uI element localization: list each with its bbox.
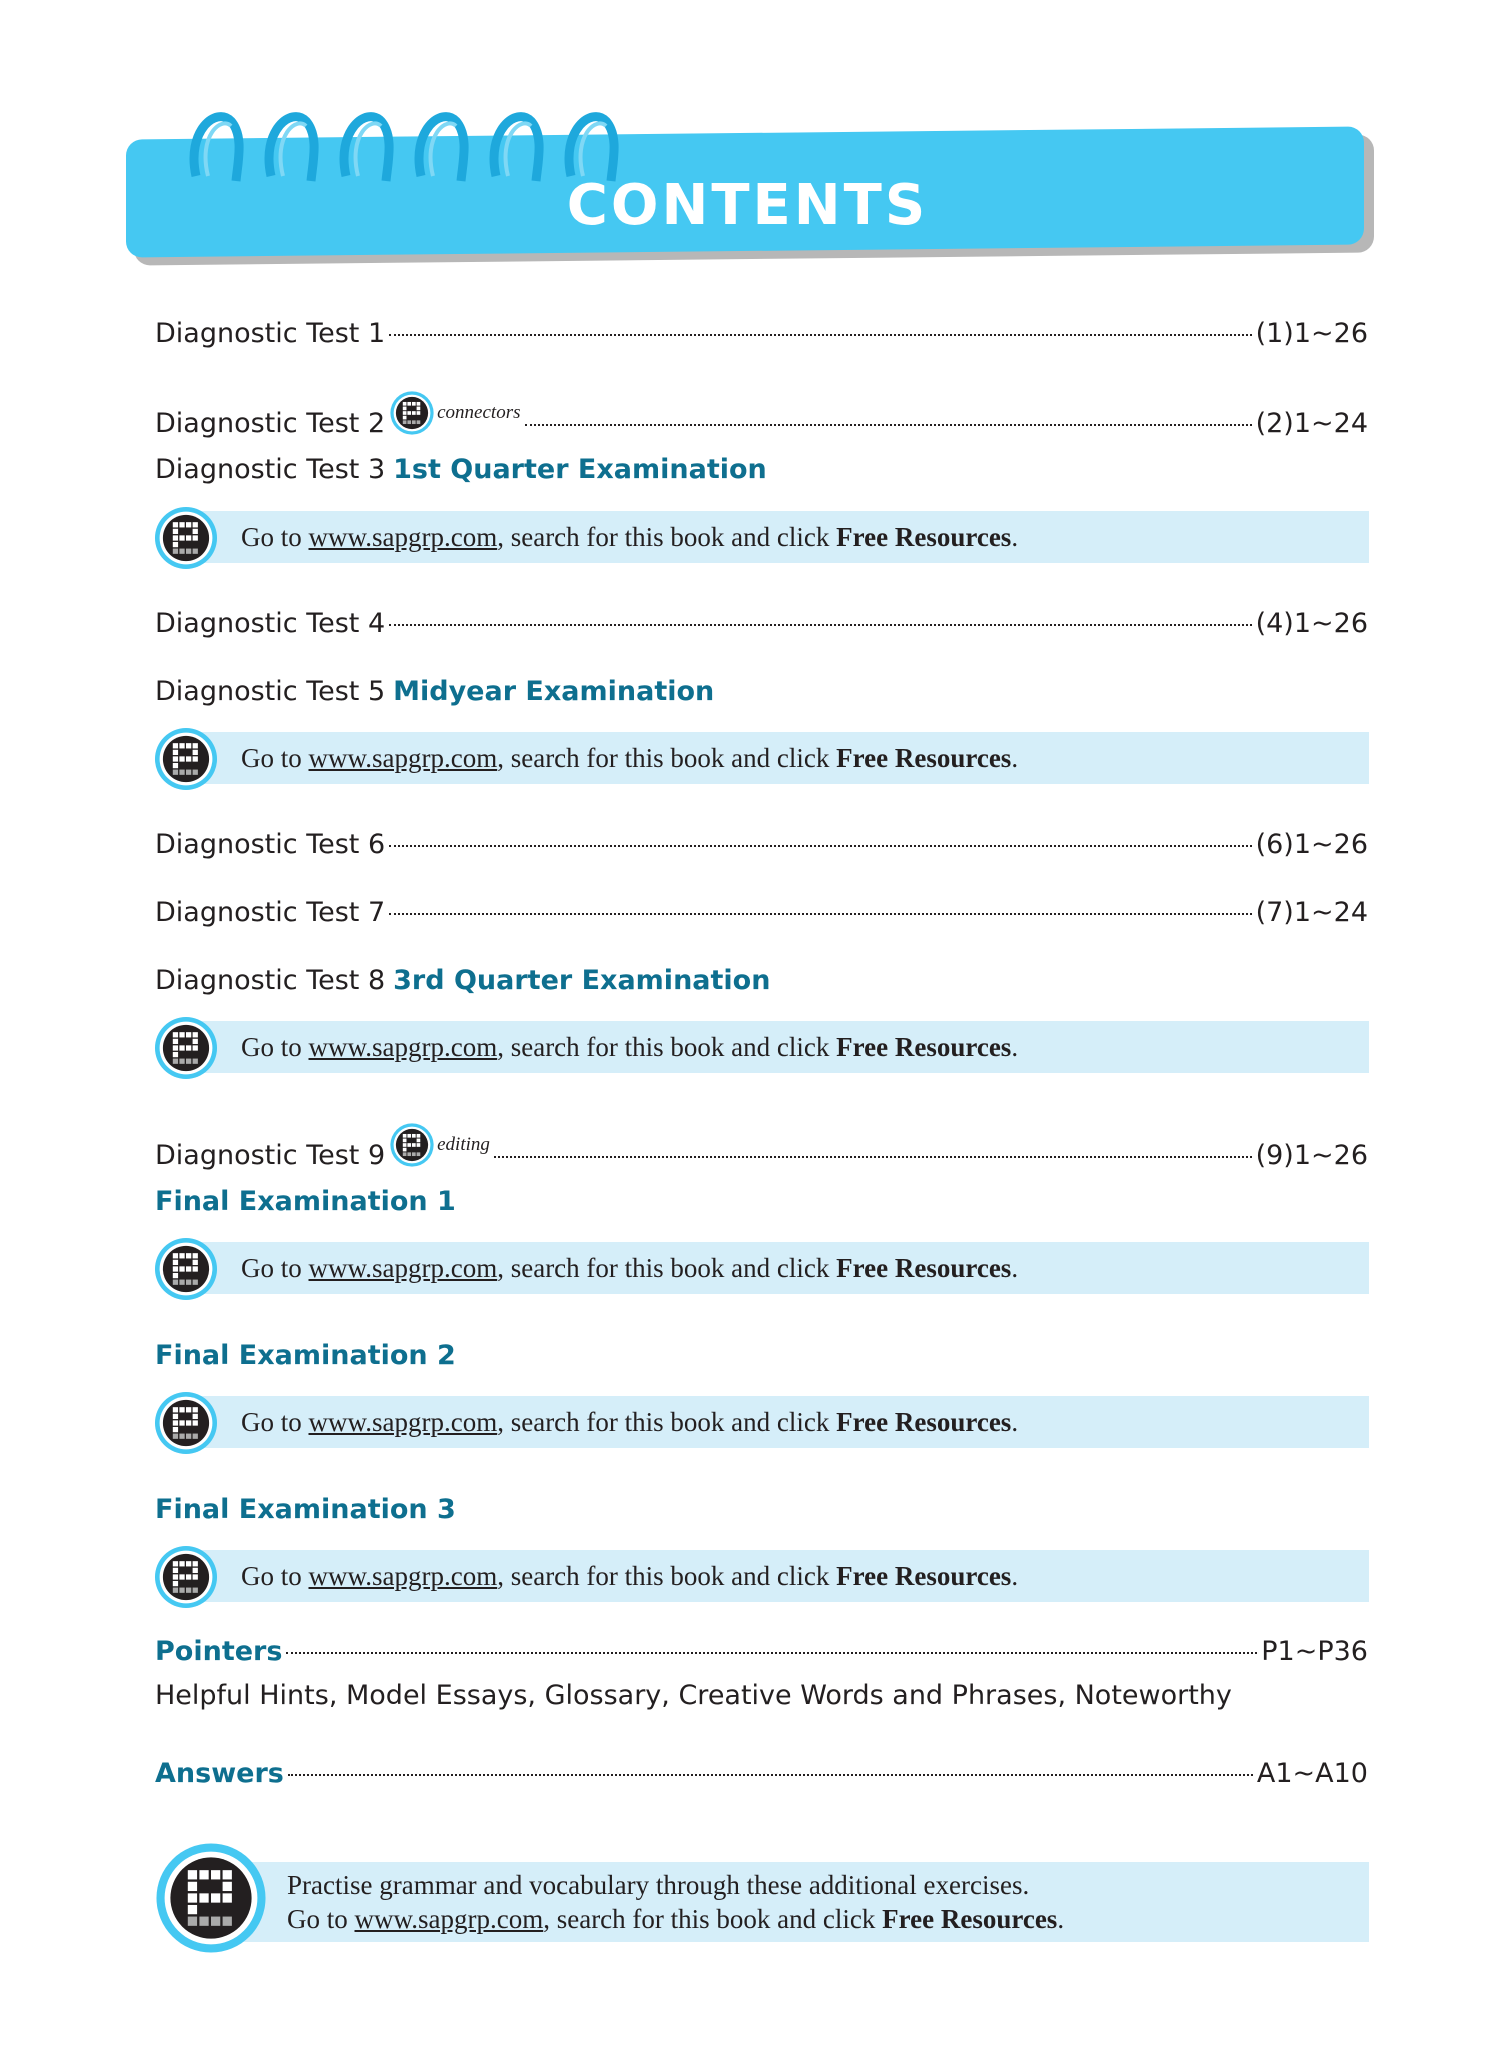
resource-link[interactable]: www.sapgrp.com: [308, 1032, 498, 1062]
toc-label: Diagnostic Test 3: [155, 454, 386, 485]
toc-subtitle: 3rd Quarter Examination: [393, 965, 771, 996]
leader-dots: [525, 423, 1252, 426]
resource-badge-icon: [153, 1390, 219, 1456]
resource-badge-icon: [389, 1122, 435, 1168]
resource-badge-icon: [153, 1544, 219, 1610]
toc-label: Pointers: [155, 1636, 283, 1667]
resource-banner[interactable]: [153, 726, 1369, 792]
toc-label: Final Examination 1: [155, 1186, 456, 1217]
resource-banner[interactable]: [153, 1390, 1369, 1456]
resource-banner[interactable]: [153, 1544, 1369, 1610]
resource-link[interactable]: www.sapgrp.com: [308, 1253, 498, 1283]
toc-tag: editing: [437, 1134, 490, 1155]
resource-badge-icon: [153, 505, 219, 571]
toc-entry[interactable]: [155, 386, 1368, 439]
toc-page: (7)1~24: [1255, 897, 1368, 928]
toc-label: Diagnostic Test 8: [155, 965, 386, 996]
leader-dots: [286, 1651, 1257, 1654]
toc-entry[interactable]: [155, 676, 1368, 716]
toc-label: Diagnostic Test 5: [155, 676, 386, 707]
pointers-description: Helpful Hints, Model Essays, Glossary, Creative Words and Phrases, Noteworthy: [155, 1680, 1232, 1711]
toc-page: A1~A10: [1256, 1758, 1368, 1789]
toc-entry[interactable]: [155, 1340, 1368, 1380]
resource-link[interactable]: www.sapgrp.com: [308, 743, 498, 773]
leader-dots: [389, 844, 1251, 847]
extra-exercises-text: Practise grammar and vocabulary through these additional exercises.: [287, 1870, 1030, 1900]
resource-banner[interactable]: [153, 1015, 1369, 1081]
toc-entry[interactable]: [155, 897, 1368, 937]
resource-badge-icon: [153, 1840, 269, 1956]
resource-text: Go to www.sapgrp.com, search for this book and click Free Resources.: [241, 1253, 1019, 1283]
toc-entry[interactable]: [155, 829, 1368, 869]
toc-subtitle: Midyear Examination: [393, 676, 715, 707]
toc-label: Final Examination 3: [155, 1494, 456, 1525]
toc-entry[interactable]: [155, 608, 1368, 648]
resource-badge-icon: [389, 390, 435, 436]
toc-entry[interactable]: [155, 1758, 1368, 1798]
extra-exercises-banner[interactable]: [153, 1840, 1369, 1956]
leader-dots: [389, 623, 1251, 626]
resource-link[interactable]: www.sapgrp.com: [308, 1407, 498, 1437]
resource-text: Go to www.sapgrp.com, search for this book and click Free Resources.: [241, 522, 1019, 552]
toc-entry[interactable]: [155, 1186, 1368, 1226]
toc-label: Diagnostic Test 6: [155, 829, 386, 860]
resource-badge-icon: [153, 1015, 219, 1081]
toc-page: (2)1~24: [1255, 408, 1368, 439]
leader-dots: [494, 1155, 1252, 1158]
resource-text: Go to www.sapgrp.com, search for this book and click Free Resources.: [241, 743, 1019, 773]
resource-link[interactable]: www.sapgrp.com: [308, 1561, 498, 1591]
resource-text: Go to www.sapgrp.com, search for this book and click Free Resources.: [241, 1407, 1019, 1437]
toc-entry[interactable]: [155, 318, 1368, 358]
leader-dots: [389, 912, 1251, 915]
toc-label: Diagnostic Test 4: [155, 608, 386, 639]
extra-exercises-link-text: Go to www.sapgrp.com, search for this book and click Free Resources.: [287, 1904, 1065, 1934]
toc-entry[interactable]: [155, 965, 1368, 1005]
contents-header: [126, 133, 1369, 255]
toc-label: Diagnostic Test 2: [155, 408, 386, 439]
toc-page: (4)1~26: [1255, 608, 1368, 639]
resource-banner[interactable]: [153, 1236, 1369, 1302]
toc-label: Diagnostic Test 1: [155, 318, 386, 349]
toc-label: Final Examination 2: [155, 1340, 456, 1371]
toc-label: Answers: [155, 1758, 284, 1789]
resource-link[interactable]: www.sapgrp.com: [308, 522, 498, 552]
resource-text: Go to www.sapgrp.com, search for this book and click Free Resources.: [241, 1032, 1019, 1062]
resource-text: Go to www.sapgrp.com, search for this book and click Free Resources.: [241, 1561, 1019, 1591]
toc-entry[interactable]: [155, 454, 1368, 494]
toc-page: P1~P36: [1261, 1636, 1368, 1667]
toc-page: (6)1~26: [1255, 829, 1368, 860]
leader-dots: [389, 333, 1251, 336]
toc-page: (1)1~26: [1255, 318, 1368, 349]
resource-badge-icon: [153, 726, 219, 792]
toc-label: Diagnostic Test 7: [155, 897, 386, 928]
page-title: CONTENTS: [566, 173, 929, 238]
resource-badge-icon: [153, 1236, 219, 1302]
leader-dots: [288, 1773, 1253, 1776]
toc-entry[interactable]: [155, 1118, 1368, 1171]
toc-subtitle: 1st Quarter Examination: [393, 454, 767, 485]
resource-banner[interactable]: [153, 505, 1369, 571]
resource-link[interactable]: www.sapgrp.com: [354, 1904, 544, 1934]
toc-tag: connectors: [437, 402, 521, 423]
toc-entry[interactable]: [155, 1494, 1368, 1534]
toc-entry[interactable]: [155, 1636, 1368, 1676]
toc-page: (9)1~26: [1255, 1140, 1368, 1171]
toc-label: Diagnostic Test 9: [155, 1140, 386, 1171]
